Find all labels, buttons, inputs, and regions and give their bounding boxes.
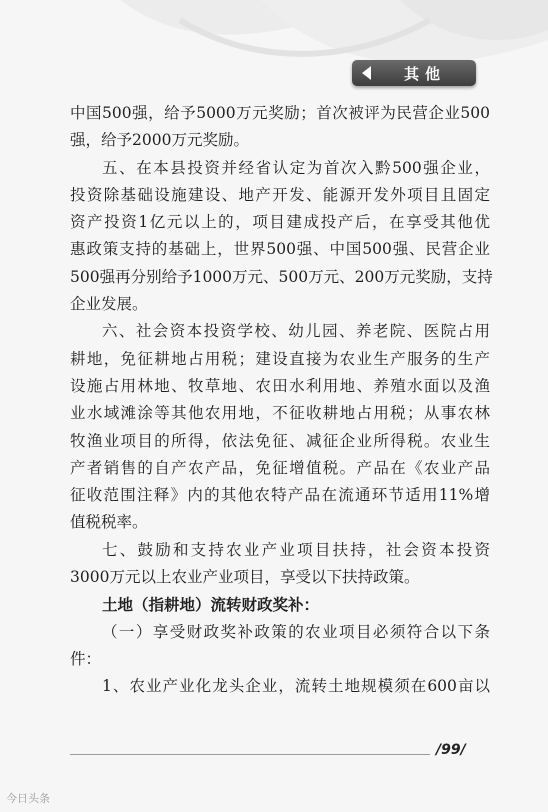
text-line: 1、农业产业化龙头企业，流转土地规模须在600亩以	[102, 677, 490, 696]
left-arrow-icon	[362, 66, 371, 80]
text-line: 六、社会资本投资学校、幼儿园、养老院、医院占用	[102, 322, 490, 341]
text-line: 惠政策支持的基础上，世界500强、中国500强、民营企业	[70, 240, 490, 259]
text-line: 业水域滩涂等其他农用地，不征收耕地占用税；从事农林	[70, 404, 490, 423]
text-line: 牧渔业项目的所得，依法免征、减征企业所得税。农业生	[70, 431, 490, 450]
text-line: 征收范围注释》内的其他农特产品在流通环节适用11%增	[70, 486, 490, 505]
subheading: 土地（指耕地）流转财政奖补：	[102, 595, 320, 615]
text-line: 耕地，免征耕地占用税；建设直接为农业生产服务的生产	[70, 349, 490, 368]
section-label: 其他	[403, 65, 446, 83]
text-line: 强，给予2000万元奖励。	[70, 131, 249, 150]
section-tab	[352, 60, 476, 86]
watermark: 今日头条	[6, 792, 50, 805]
body-text	[70, 100, 493, 701]
text-line: 七、鼓励和支持农业产业项目扶持，社会资本投资	[102, 540, 490, 559]
footer-divider	[70, 754, 430, 755]
text-line: 企业发展。	[70, 295, 148, 314]
text-line: 值税税率。	[70, 513, 148, 532]
text-line: 件：	[70, 649, 102, 668]
page-number: /99/	[436, 742, 466, 758]
text-line: 产者销售的自产农产品，免征增值税。产品在《农业产品	[70, 458, 490, 477]
text-line: 资产投资1亿元以上的，项目建成投产后，在享受其他优	[70, 213, 490, 232]
text-line: 500强再分别给予1000万元、500万元、200万元奖励，支持	[70, 267, 493, 286]
text-line: 中国500强，给予5000万元奖励；首次被评为民营企业500	[70, 104, 490, 122]
text-line: 五、在本县投资并经省认定为首次入黔500强企业，	[102, 158, 490, 177]
text-line: 设施占用林地、牧草地、农田水利用地、养殖水面以及渔	[70, 376, 490, 395]
text-line: （一）享受财政奖补政策的农业项目必须符合以下条	[102, 622, 490, 641]
text-line: 投资除基础设施建设、地产开发、能源开发外项目且固定	[70, 185, 490, 204]
text-line: 3000万元以上农业产业项目，享受以下扶持政策。	[70, 568, 420, 587]
